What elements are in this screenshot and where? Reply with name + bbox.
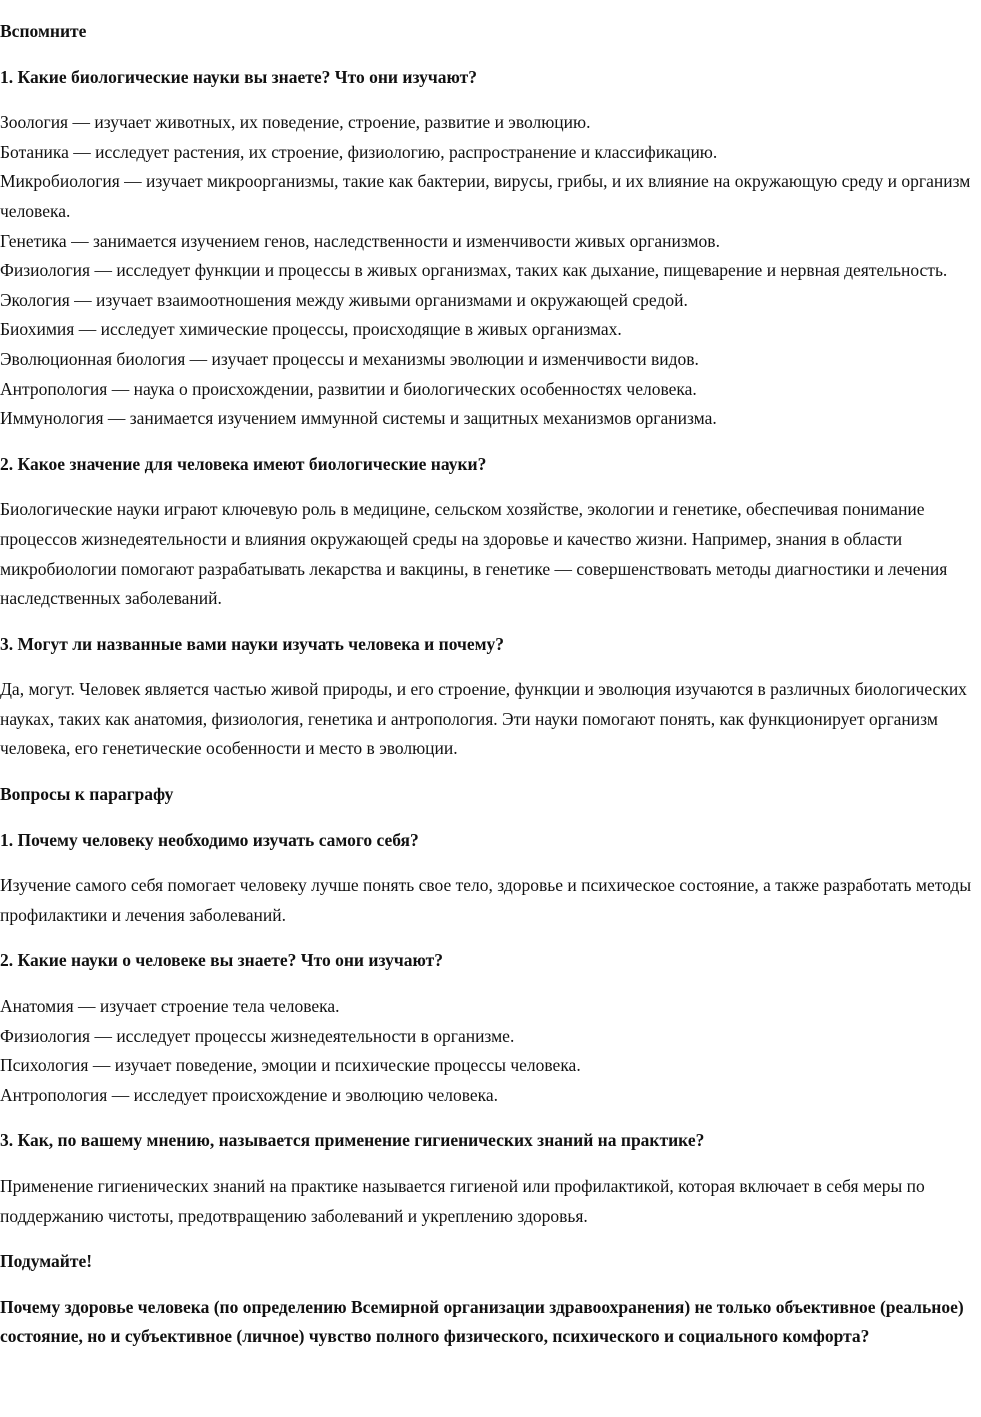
question-heading: 1. Какие биологические науки вы знаете? Что они изучают?	[0, 66, 477, 87]
answer-paragraph: Да, могут. Человек является частью живой природы, и его строение, функции и эволюция изучаются в различных биологических науках, таких как анатомия, физиология, генетика и антропология. Эти науки помогают понять, как функционирует организм человека, его генетические особенности и место в эволюции.	[0, 679, 967, 759]
answer-paragraph: Микробиология — изучает микроорганизмы, такие как бактерии, вирусы, грибы, и их влияние на окружающую среду и организм человека.	[0, 171, 971, 221]
answer-paragraph: Экология — изучает взаимоотношения между живыми организмами и окружающей средой.	[0, 289, 688, 310]
question-heading: 2. Какое значение для человека имеют биологические науки?	[0, 453, 487, 474]
section-heading-remember: Вспомните	[0, 21, 87, 41]
question-heading: Почему здоровье человека (по определению Всемирной организации здравоохранения) не только объективное (реальное) состояние, но и субъективное (личное) чувство полного физического, психического и социального комфорта?	[0, 1296, 964, 1347]
answer-paragraph: Психология — изучает поведение, эмоции и психические процессы человека.	[0, 1055, 581, 1076]
answer-paragraph: Антропология — исследует происхождение и эволюцию человека.	[0, 1084, 499, 1105]
question-heading: 3. Могут ли названные вами науки изучать человека и почему?	[0, 633, 505, 654]
answer-paragraph: Изучение самого себя помогает человеку лучше понять свое тело, здоровье и психическое состояние, а также разработать методы профилактики и лечения заболеваний.	[0, 875, 972, 925]
answer-paragraph: Иммунология — занимается изучением иммунной системы и защитных механизмов организма.	[0, 408, 717, 429]
answer-paragraph: Эволюционная биология — изучает процессы и механизмы эволюции и изменчивости видов.	[0, 348, 699, 369]
answer-paragraph: Анатомия — изучает строение тела человека.	[0, 996, 340, 1017]
section-heading-paragraph-questions: Вопросы к параграфу	[0, 784, 174, 805]
answer-paragraph: Биологические науки играют ключевую роль в медицине, сельском хозяйстве, экологии и генетике, обеспечивая понимание процессов жизнедеятельности и влияния окружающей среды на здоровье и качество жизни. Например, знания в области микробиологии помогают разрабатывать лекарства и вакцины, в генетике — совершенствовать методы диагностики и лечения наследственных заболеваний.	[0, 499, 948, 609]
question-heading: 3. Как, по вашему мнению, называется применение гигиенических знаний на практике?	[0, 1130, 705, 1151]
question-heading: 1. Почему человеку необходимо изучать самого себя?	[0, 829, 419, 850]
section-heading-think: Подумайте!	[0, 1251, 93, 1272]
answer-paragraph: Генетика — занимается изучением генов, наследственности и изменчивости живых организмов.	[0, 230, 720, 251]
answer-paragraph: Антропология — наука о происхождении, развитии и биологических особенностях человека.	[0, 378, 697, 399]
answer-paragraph: Зоология — изучает животных, их поведение, строение, развитие и эволюцию.	[0, 112, 591, 133]
question-heading: 2. Какие науки о человеке вы знаете? Что они изучают?	[0, 950, 443, 971]
answer-paragraph: Физиология — исследует процессы жизнедеятельности в организме.	[0, 1025, 515, 1046]
answer-paragraph: Применение гигиенических знаний на практике называется гигиеной или профилактикой, которая включает в себя меры по поддержанию чистоты, предотвращению заболеваний и укреплению здоровья.	[0, 1176, 925, 1226]
answer-paragraph: Физиология — исследует функции и процессы в живых организмах, таких как дыхание, пищеварение и нервная деятельность.	[0, 260, 948, 281]
answer-paragraph: Ботаника — исследует растения, их строение, физиологию, распространение и классификацию.	[0, 141, 718, 162]
answer-paragraph: Биохимия — исследует химические процессы, происходящие в живых организмах.	[0, 319, 622, 340]
